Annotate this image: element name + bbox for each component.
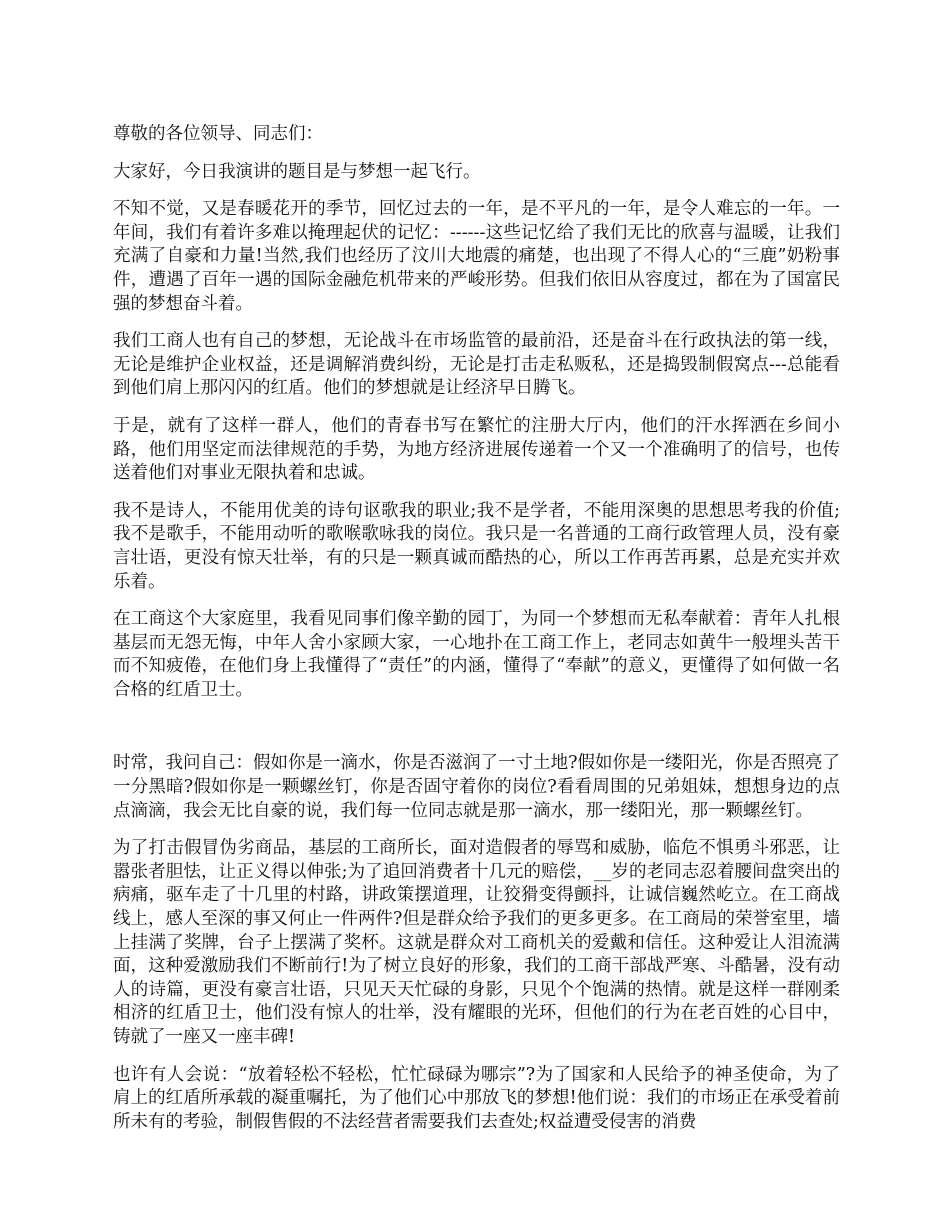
document-body — [113, 123, 840, 1148]
paragraph-3: 我们工商人也有自己的梦想，无论战斗在市场监管的最前沿，还是奋斗在行政执法的第一线，无论是维护企业权益，还是调解消费纠纷，无论是打击走私贩私，还是捣毁制假窝点---总能看到他们肩上那闪闪的红盾。他们的梦想就是让经济早日腾飞。 — [113, 331, 840, 399]
paragraph-2: 不知不觉，又是春暖花开的季节，回忆过去的一年，是不平凡的一年，是令人难忘的一年。一年间，我们有着许多难以掩理起伏的记忆：------这些记忆给了我们无比的欣喜与温暖，让我们充满了自豪和力量!当然,我们也经历了汶川大地震的痛楚，也出现了不得人心的“三鹿”奶粉事件，遭遇了百年一遇的国际金融危机带来的严峻形势。但我们依旧从容度过，都在为了国富民强的梦想奋斗着。 — [113, 199, 840, 314]
paragraph-1: 大家好，今日我演讲的题目是与梦想一起飞行。 — [113, 161, 481, 182]
paragraph-8: 为了打击假冒伪劣商品，基层的工商所长，面对造假者的辱骂和威胁，临危不惧勇斗邪恶，让嚣张者胆怯，让正义得以伸张;为了追回消费者十几元的赔偿，__岁的老同志忍着腰间盘突出的病痛，驱车走了十几里的村路，讲政策摆道理，让狡猾变得颤抖，让诚信巍然屹立。在工商战线上，感人至深的事又何止一件两件?但是群众给予我们的更多更多。在工商局的荣誉室里，墙上挂满了奖牌，台子上摆满了奖杯。这就是群众对工商机关的爱戴和信任。这种爱让人泪流满面，这种爱激励我们不断前行!为了树立良好的形象，我们的工商干部战严寒、斗酷暑，没有动人的诗篇，更没有豪言壮语，只见天天忙碌的身影，只见个个饱满的热情。就是这样一群刚柔相济的红盾卫士，他们没有惊人的壮举，没有耀眼的光环，但他们的行为在老百姓的心目中，铸就了一座又一座丰碑! — [113, 838, 840, 1047]
paragraph-4: 于是，就有了这样一群人，他们的青春书写在繁忙的注册大厅内，他们的汗水挥洒在乡间小路，他们用坚定而法律规范的手势，为地方经济进展传递着一个又一个准确明了的信号，也传送着他们对事业无限执着和忠诚。 — [113, 415, 840, 484]
section-gap — [113, 716, 840, 752]
paragraph-5: 我不是诗人，不能用优美的诗句讴歌我的职业;我不是学者，不能用深奥的思想思考我的价值;我不是歌手，不能用动听的歌喉歌咏我的岗位。我只是一名普通的工商行政管理人员，没有豪言壮语，更没有惊天壮举，有的只是一颗真诚而酷热的心，所以工作再苦再累，总是充实并欢乐着。 — [113, 500, 840, 592]
paragraph-9: 也许有人会说：“放着轻松不轻松，忙忙碌碌为哪宗”?为了国家和人民给予的神圣使命，为了肩上的红盾所承载的凝重嘱托，为了他们心中那放飞的梦想!他们说：我们的市场正在承受着前所未有的考验，制假售假的不法经营者需要我们去查处;权益遭受侵害的消费 — [113, 1064, 840, 1132]
paragraph-7: 时常，我问自己：假如你是一滴水，你是否滋润了一寸土地?假如你是一缕阳光，你是否照亮了一分黑暗?假如你是一颗螺丝钉，你是否固守着你的岗位?看看周围的兄弟姐妹，想想身边的点点滴滴，我会无比自豪的说，我们每一位同志就是那一滴水，那一缕阳光，那一颗螺丝钉。 — [113, 753, 840, 821]
paragraph-6: 在工商这个大家庭里，我看见同事们像辛勤的园丁，为同一个梦想而无私奉献着：青年人扎根基层而无怨无悔，中年人舍小家顾大家，一心地扑在工商工作上，老同志如黄牛一般埋头苦干而不知疲倦，在他们身上我懂得了“责任”的内涵，懂得了“奉献”的意义，更懂得了如何做一名合格的红盾卫士。 — [113, 609, 840, 700]
greeting: 尊敬的各位领导、同志们： — [113, 124, 323, 144]
